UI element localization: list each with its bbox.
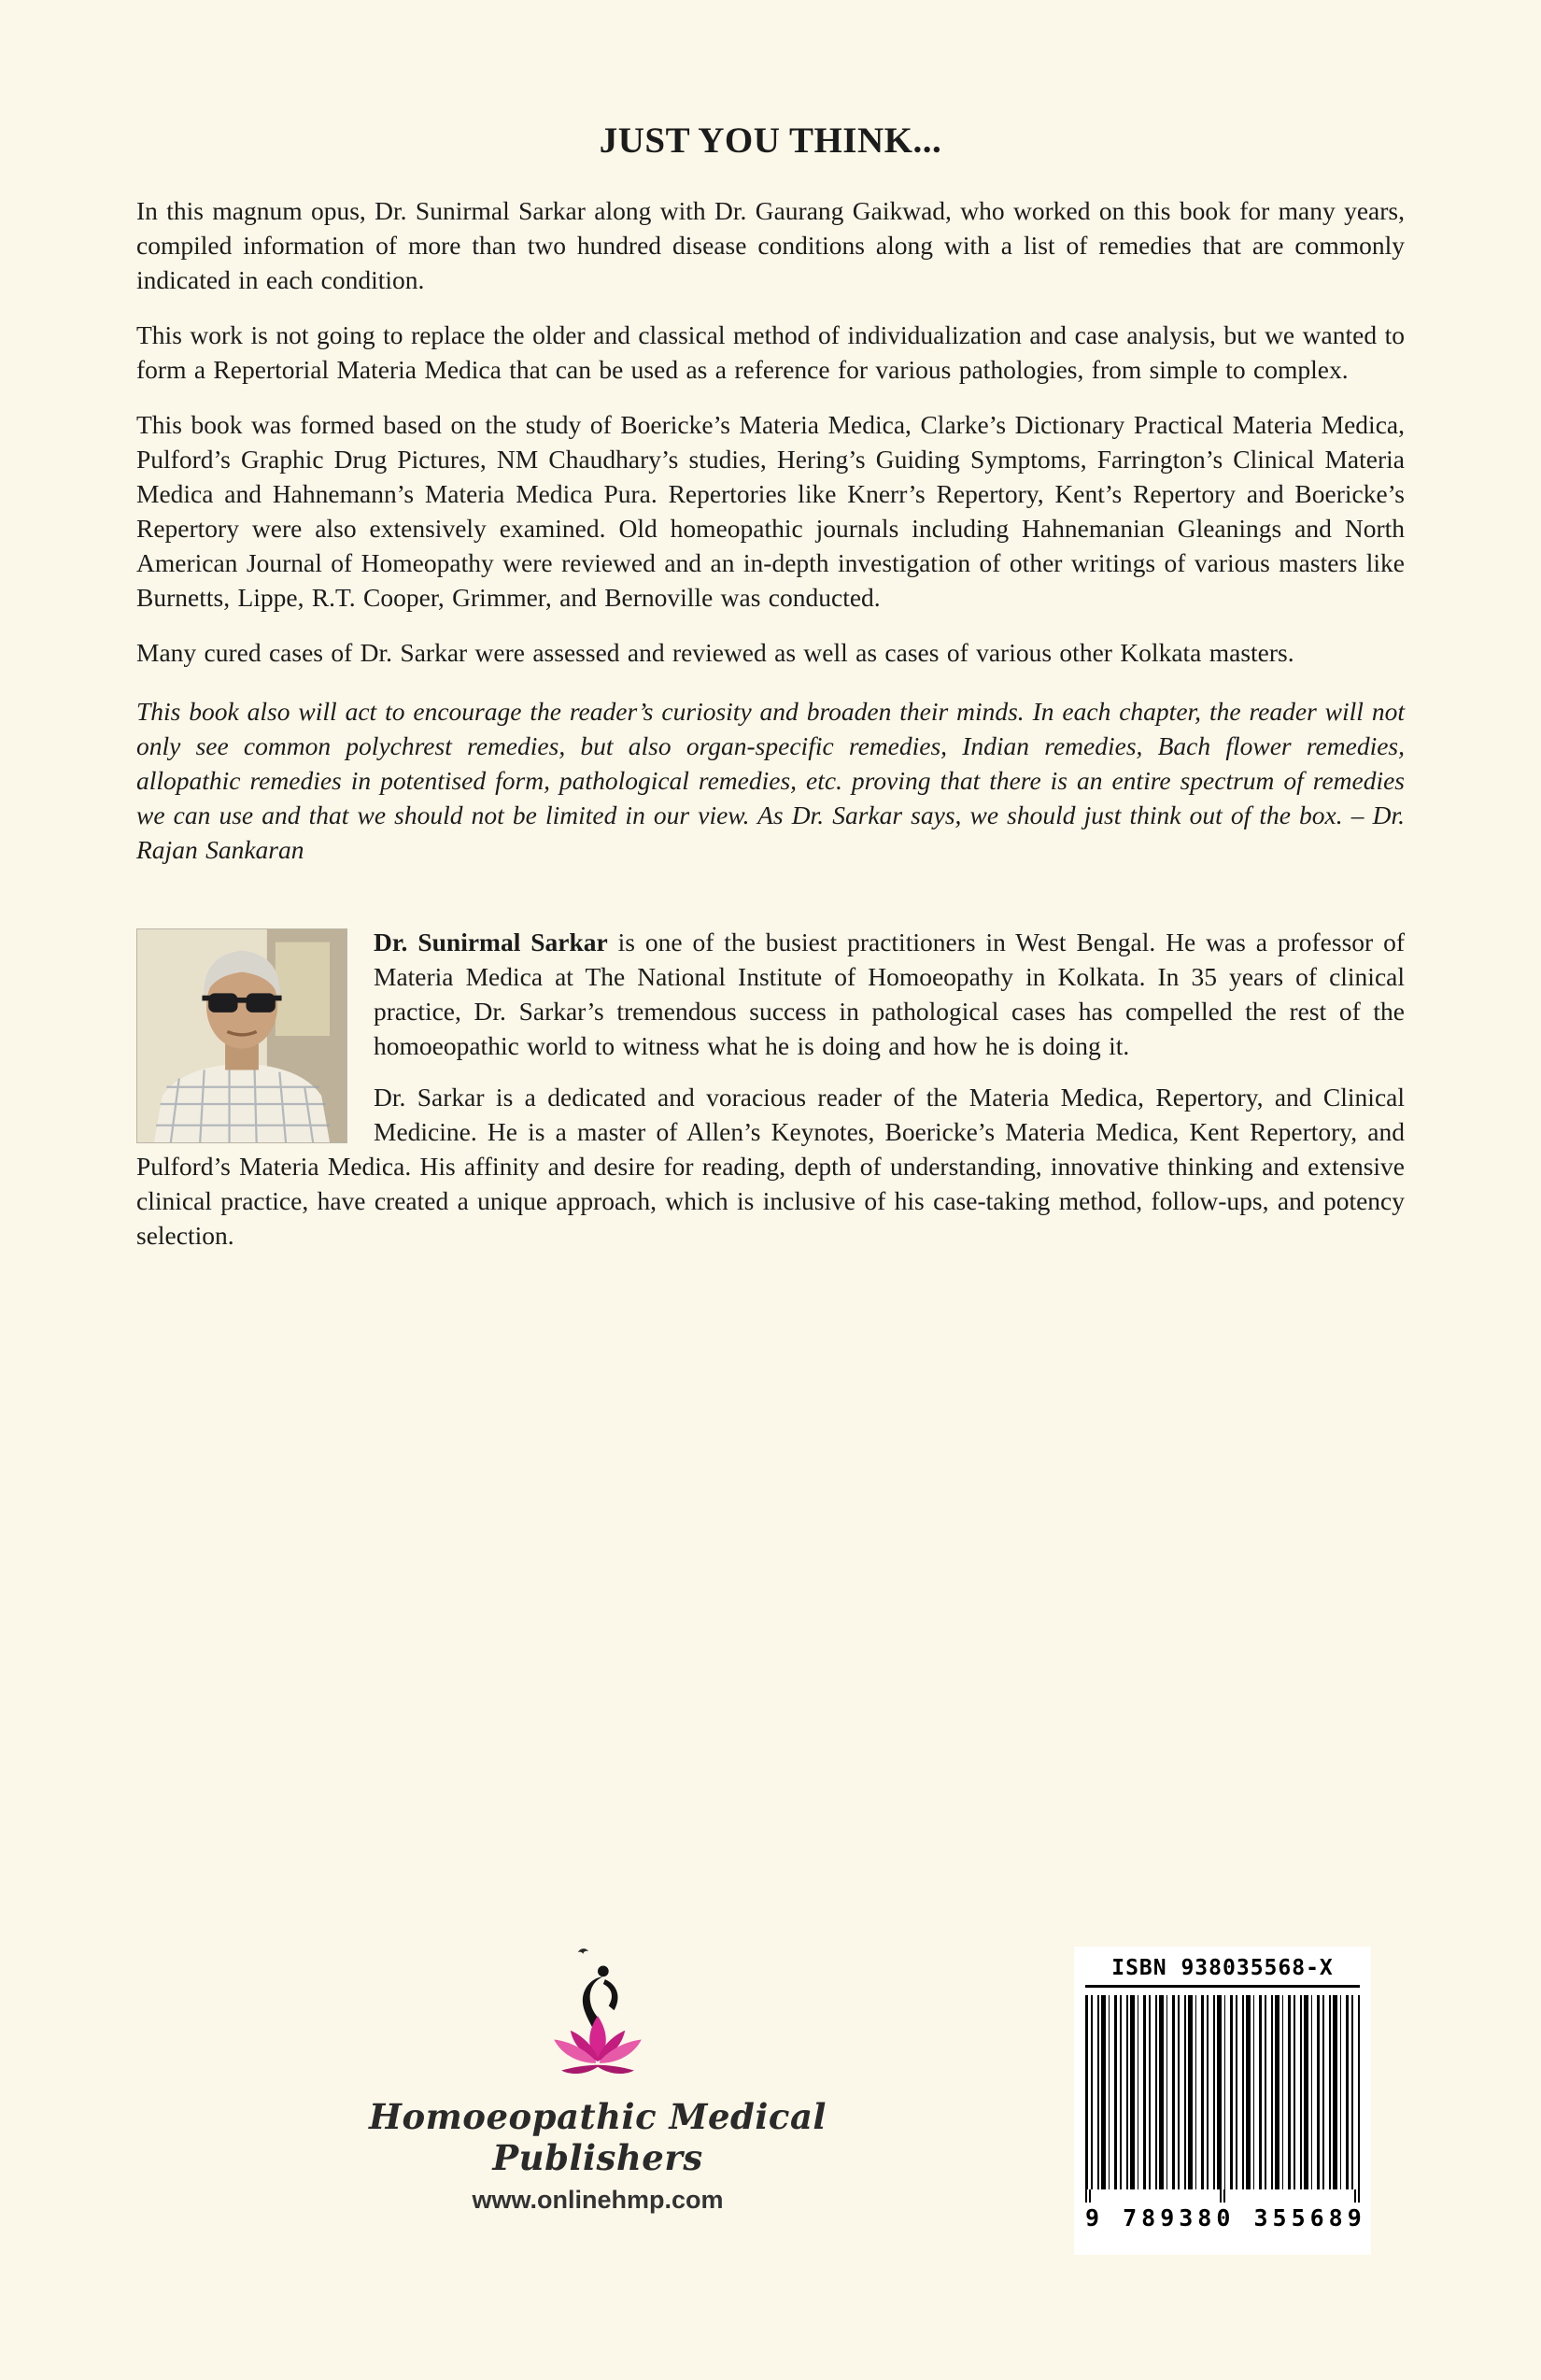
author-photo bbox=[136, 928, 347, 1143]
paragraph-purpose: This work is not going to replace the older and classical method of individualization and case analysis, but we wanted to form a Repertorial Materia Medica that can be used as a reference for various pathologies, from simple to complex. bbox=[136, 320, 1405, 384]
lotus-icon bbox=[554, 2016, 642, 2074]
paragraph-sources: This book was formed based on the study of Boericke’s Materia Medica, Clarke’s Dictionary Practical Materia Medica, Pulford’s Graphic Drug Pictures, NM Chaudhary’s studies, Hering’s Guiding Symptoms, Farrington’s Clinical Materia Medica and Hahnemann’s Materia Medica Pura. Repertories like Knerr’s Repertory, Kent’s Repertory and Boericke’s Repertory were also extensively examined. Old homeopathic journals including Hahnemanian Gleanings and North American Journal of Homeopathy were reviewed and an in-depth investigation of other writings of various masters like Burnetts, Lippe, R.T. Cooper, Grimmer, and Bernoville was conducted. bbox=[136, 410, 1405, 612]
publisher-website: www.onlinehmp.com bbox=[472, 2186, 724, 2214]
cover-title: JUST YOU THINK... bbox=[599, 120, 942, 161]
paragraph-cases: Many cured cases of Dr. Sarkar were assessed and reviewed as well as cases of various other Kolkata masters. bbox=[136, 638, 1294, 667]
barcode-bars bbox=[1085, 1995, 1360, 2189]
publisher-name: Homoeopathic Medical Publishers bbox=[369, 2096, 827, 2178]
paragraph-intro: In this magnum opus, Dr. Sunirmal Sarkar along with Dr. Gaurang Gaikwad, who worked on this book for many years, compiled information of more than two hundred disease conditions along with a list of remedies that are commonly indicated in each condition. bbox=[136, 196, 1405, 294]
author-bio-section bbox=[136, 925, 1405, 1253]
bio-paragraph-1-text: is one of the busiest practitioners in West Bengal. He was a professor of Materia Medica at The National Institute of Homoeopathy in Kolkata. In 35 years of clinical practice, Dr. Sarkar’s tremendous success in pathological cases has compelled the rest of the homoeopathic world to witness what he is doing and how he is doing it. bbox=[374, 928, 1405, 1060]
author-name: Dr. Sunirmal Sarkar bbox=[374, 928, 608, 956]
isbn-barcode bbox=[1074, 1947, 1371, 2255]
publisher-block bbox=[271, 1945, 925, 2215]
publisher-logo-icon bbox=[525, 1945, 671, 2094]
endorsement-quote: This book also will act to encourage the reader’s curiosity and broaden their minds. In each chapter, the reader will not only see common polychrest remedies, but also organ-specific remedies, Indian remedies, Bach flower remedies, allopathic remedies in potentised form, pathological remedies, etc. proving that there is an entire spectrum of remedies we can use and that we should not be limited in our view. As Dr. Sarkar says, we should just think out of the box. – Dr. Rajan Sankaran bbox=[136, 697, 1405, 864]
bird-icon bbox=[578, 1948, 589, 1954]
bio-paragraph-2: Dr. Sarkar is a dedicated and voracious reader of the Materia Medica, Repertory, and Clinical Medicine. He is a master of Allen’s Keynotes, Boericke’s Materia Medica, Kent Repertory, and Pulford’s Materia Medica. His affinity and desire for reading, depth of understanding, innovative thinking and extensive clinical practice, have created a unique approach, which is inclusive of his case-taking method, follow-ups, and potency selection. bbox=[136, 1083, 1405, 1250]
isbn-number-top: ISBN 938035568-X bbox=[1085, 1956, 1360, 1988]
author-portrait-illustration bbox=[137, 929, 346, 1142]
isbn-number-bottom: 9 789380 355689 bbox=[1085, 2204, 1366, 2231]
barcode-guard-bars bbox=[1085, 2189, 1360, 2203]
